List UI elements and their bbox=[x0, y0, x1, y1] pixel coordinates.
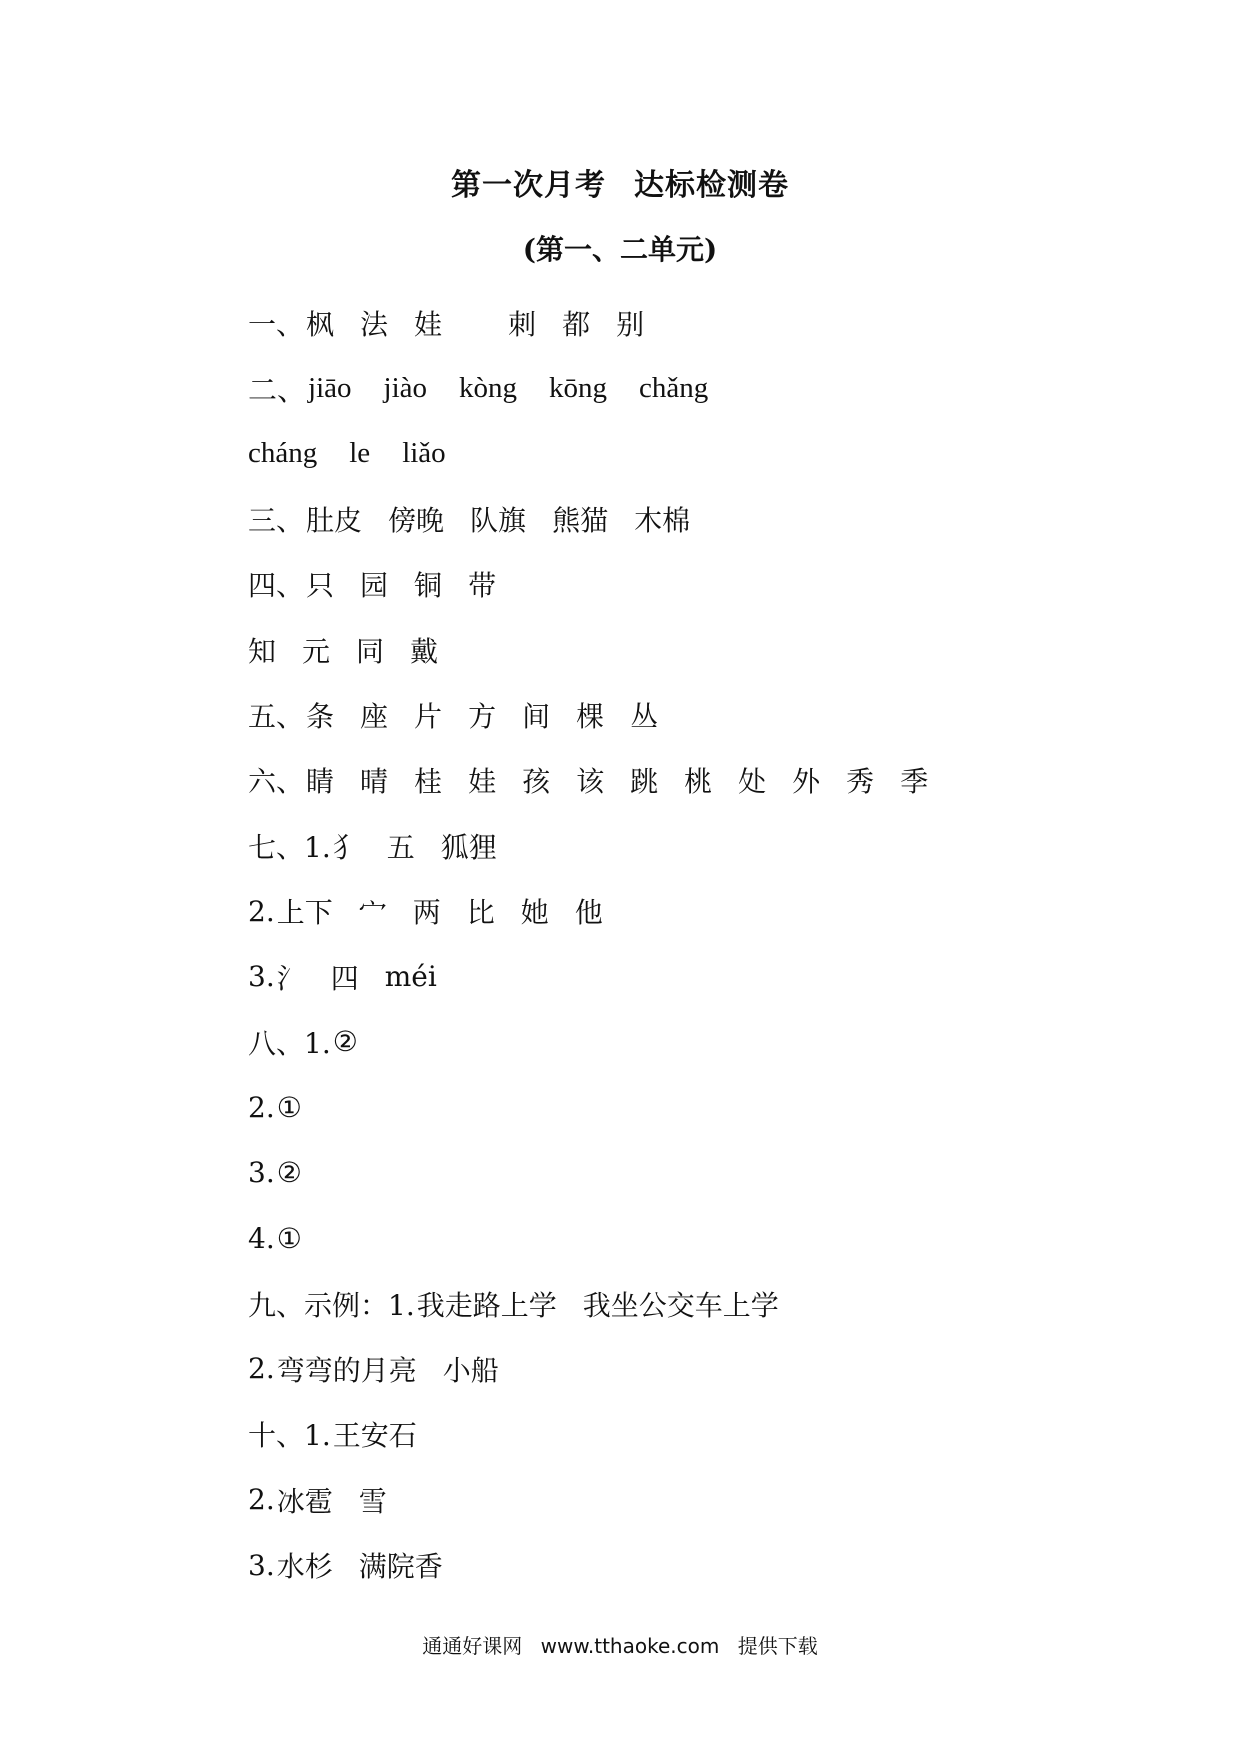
answer-item: jiào bbox=[383, 371, 428, 404]
answer-label: 3. bbox=[248, 1548, 275, 1582]
answer-item: 铜 bbox=[414, 569, 443, 603]
answer-label: 三、 bbox=[248, 503, 305, 537]
answer-label: 2. bbox=[248, 894, 275, 928]
answer-item: ② bbox=[276, 1156, 302, 1190]
answer-item: 熊猫 bbox=[552, 503, 609, 537]
answer-item: 座 bbox=[360, 700, 389, 734]
answer-item: jiāo bbox=[308, 371, 352, 404]
answer-line bbox=[248, 1205, 1148, 1270]
answer-item: 别 bbox=[616, 307, 645, 341]
answer-item: 同 bbox=[356, 634, 385, 668]
answer-item: cháng bbox=[248, 436, 318, 469]
answer-label: 2. bbox=[248, 1483, 275, 1517]
answer-item: 枫 bbox=[306, 307, 335, 341]
answer-item: 都 bbox=[562, 307, 591, 341]
answer-item: liǎo bbox=[402, 436, 446, 469]
answer-label: 3. bbox=[248, 1156, 275, 1190]
answer-item: 刺 bbox=[508, 307, 537, 341]
page-title bbox=[0, 160, 1240, 204]
answer-item: 知 bbox=[248, 634, 277, 668]
title-part-1: 第一次月考 bbox=[451, 168, 606, 203]
answer-line bbox=[248, 290, 1148, 355]
answer-line bbox=[248, 1336, 1148, 1401]
answer-line bbox=[248, 1402, 1148, 1467]
answer-item: 元 bbox=[302, 634, 331, 668]
answer-item: 法 bbox=[360, 307, 389, 341]
answer-item: 小船 bbox=[442, 1353, 499, 1387]
answer-label: 二、 bbox=[248, 374, 307, 407]
answer-line bbox=[248, 421, 1148, 486]
answer-line bbox=[248, 1532, 1148, 1597]
answer-item: 她 bbox=[520, 896, 549, 930]
answer-item: 季 bbox=[900, 765, 929, 799]
answer-item: 水杉 bbox=[276, 1550, 333, 1584]
answer-item: 满院香 bbox=[358, 1550, 443, 1584]
answer-item: 棵 bbox=[576, 700, 605, 734]
answer-item: 弯弯的月亮 bbox=[276, 1353, 417, 1387]
answer-item: le bbox=[349, 436, 371, 469]
answer-item: 该 bbox=[576, 765, 605, 799]
answer-line bbox=[248, 1075, 1148, 1140]
answer-item: ① bbox=[276, 1090, 302, 1124]
answer-item: 片 bbox=[414, 700, 443, 734]
answer-line bbox=[248, 355, 1148, 420]
answer-label: 六、 bbox=[248, 765, 305, 799]
answer-item: 丛 bbox=[630, 700, 659, 734]
answer-item: 园 bbox=[360, 569, 389, 603]
answer-item: 只 bbox=[306, 569, 335, 603]
answer-line bbox=[248, 486, 1148, 551]
answer-item: 戴 bbox=[410, 634, 439, 668]
page-subtitle: (第一、二单元) bbox=[522, 233, 718, 266]
answer-line bbox=[248, 1271, 1148, 1336]
answer-item: 间 bbox=[522, 700, 551, 734]
answer-item: 狐狸 bbox=[440, 830, 497, 864]
answer-line bbox=[248, 617, 1148, 682]
answer-label: 五、 bbox=[248, 700, 305, 734]
answer-line bbox=[248, 1009, 1148, 1074]
answer-item: 桃 bbox=[684, 765, 713, 799]
answer-item: kōng bbox=[549, 371, 608, 404]
answer-item: 肚皮 bbox=[306, 503, 363, 537]
answer-item: 带 bbox=[468, 569, 497, 603]
answer-label: 2. bbox=[248, 1352, 275, 1386]
answer-item: 比 bbox=[466, 896, 495, 930]
answer-label: 九、示例：1. bbox=[248, 1288, 415, 1322]
answer-item: 五 bbox=[386, 830, 415, 864]
answer-item: 我坐公交车上学 bbox=[582, 1288, 779, 1322]
answer-line bbox=[248, 748, 1148, 813]
answer-label: 3. bbox=[248, 960, 275, 994]
answer-label: 2. bbox=[248, 1090, 275, 1124]
answer-item: 傍晚 bbox=[388, 503, 445, 537]
answer-line bbox=[248, 682, 1148, 747]
answer-line bbox=[248, 1467, 1148, 1532]
answer-item: 方 bbox=[468, 700, 497, 734]
answer-label: 四、 bbox=[248, 569, 305, 603]
answer-label: 八、1. bbox=[248, 1026, 331, 1060]
answer-item: 晴 bbox=[360, 765, 389, 799]
answer-line bbox=[248, 1140, 1148, 1205]
answer-item: 处 bbox=[738, 765, 767, 799]
answer-item: 宀 bbox=[358, 896, 387, 930]
answer-line bbox=[248, 552, 1148, 617]
title-part-2: 达标检测卷 bbox=[634, 168, 789, 203]
answer-item: ① bbox=[276, 1221, 302, 1255]
answer-label: 七、1. bbox=[248, 830, 331, 864]
answer-item: 条 bbox=[306, 700, 335, 734]
answer-item: 木棉 bbox=[634, 503, 691, 537]
answer-item: 娃 bbox=[468, 765, 497, 799]
answer-item: 孩 bbox=[522, 765, 551, 799]
answer-item: méi bbox=[384, 960, 437, 994]
answer-item: 娃 bbox=[414, 307, 443, 341]
footer-suffix: 提供下载 bbox=[737, 1634, 818, 1658]
answer-item: 秀 bbox=[846, 765, 875, 799]
answer-item: 他 bbox=[574, 896, 603, 930]
answer-item: 两 bbox=[412, 896, 441, 930]
answer-item: 桂 bbox=[414, 765, 443, 799]
answer-item: 犭 bbox=[332, 830, 361, 864]
answer-item: 队旗 bbox=[470, 503, 527, 537]
answer-item: 外 bbox=[792, 765, 821, 799]
answer-item: 睛 bbox=[306, 765, 335, 799]
answer-list bbox=[248, 290, 1148, 1598]
answer-line bbox=[248, 813, 1148, 878]
answer-item: chǎng bbox=[639, 371, 709, 404]
answer-item: 雪 bbox=[358, 1484, 387, 1518]
answer-item: 王安石 bbox=[332, 1419, 417, 1453]
answer-label: 十、1. bbox=[248, 1419, 331, 1453]
answer-item: 四 bbox=[330, 961, 359, 995]
answer-item: 我走路上学 bbox=[416, 1288, 557, 1322]
footer bbox=[0, 1630, 1240, 1659]
answer-item: 上下 bbox=[276, 896, 333, 930]
answer-item: 跳 bbox=[630, 765, 659, 799]
footer-site-name: 通通好课网 bbox=[422, 1634, 523, 1658]
answer-line bbox=[248, 879, 1148, 944]
answer-item: kòng bbox=[459, 371, 518, 404]
answer-item: 冰雹 bbox=[276, 1484, 333, 1518]
footer-url: www.tthaoke.com bbox=[540, 1634, 720, 1658]
answer-label: 4. bbox=[248, 1221, 275, 1255]
answer-label: 一、 bbox=[248, 307, 305, 341]
answer-line bbox=[248, 944, 1148, 1009]
answer-item: 氵 bbox=[276, 961, 305, 995]
answer-item: ② bbox=[332, 1025, 358, 1059]
